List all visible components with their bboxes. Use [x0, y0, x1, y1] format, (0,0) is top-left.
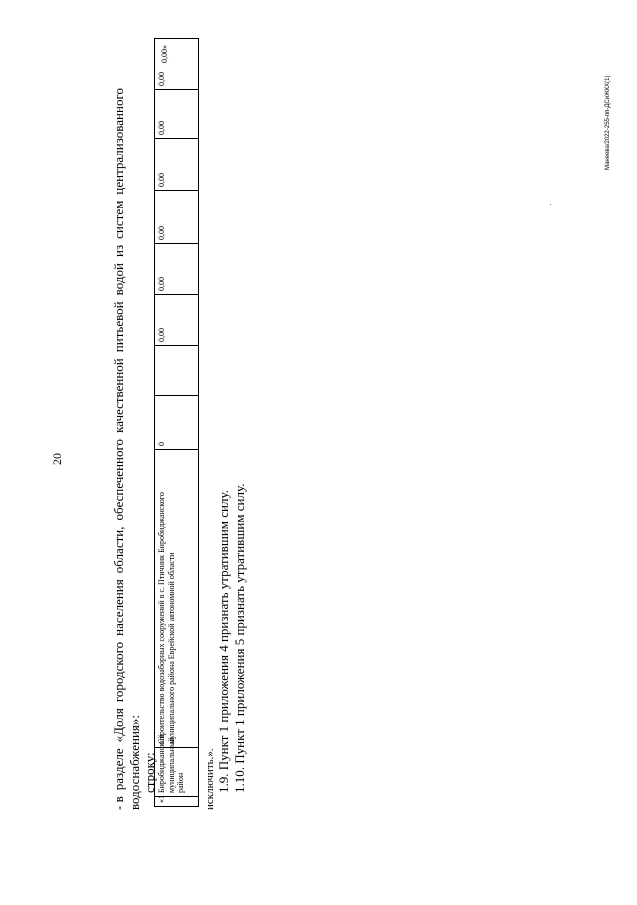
intro-word: населения: [111, 579, 126, 636]
intro-stroku: строку:: [142, 752, 157, 793]
value-cell-last: 0,00»: [160, 45, 169, 63]
value-cell: 0: [155, 396, 199, 450]
value-cell: [155, 346, 199, 396]
value-cell: 0,00: [155, 295, 199, 346]
value-cell: 0,00: [155, 244, 199, 295]
data-table: [154, 38, 199, 807]
intro-word: питьевой: [111, 301, 126, 353]
intro-word: обеспеченного: [111, 438, 126, 521]
value-cell: 0,00: [155, 191, 199, 244]
row-number-cell: «1: [155, 797, 199, 807]
intro-word: централизованного: [111, 88, 126, 195]
description-cell: Строительство водозаборных сооружений в с. Птичник Биробиджанского муниципального района Еврейской автономной области: [155, 450, 199, 748]
intro-word: из: [111, 244, 126, 258]
district-cell: Биробиджанский муниципальный район: [155, 748, 199, 797]
value-cell: 0,00: [155, 90, 199, 139]
intro-word: водой: [111, 263, 126, 296]
exclude-text: исключить.».: [204, 748, 216, 810]
value-cell: 0,00: [155, 39, 199, 90]
intro-word: области,: [111, 526, 126, 574]
footer-code: Манеева/2022-255-пп-ДСиЖКХ(1): [605, 75, 611, 170]
intro-word: «Доля: [111, 708, 126, 743]
item-1-9: 1.9. Пункт 1 приложения 4 признать утратившим силу.: [216, 490, 231, 793]
page-number: 20: [50, 453, 64, 465]
intro-word: качественной: [111, 358, 126, 433]
intro-word: систем: [111, 200, 126, 239]
intro-word: разделе: [111, 748, 126, 791]
scan-speck: [550, 204, 551, 205]
intro-word: - в: [111, 796, 126, 810]
intro-paragraph-line2: водоснабжения»:: [127, 715, 142, 810]
intro-word: городского: [111, 641, 126, 703]
item-1-10: 1.10. Пункт 1 приложения 5 признать утратившим силу.: [232, 483, 247, 793]
value-cell: 0,00: [155, 139, 199, 191]
table-row: [155, 39, 199, 807]
intro-paragraph-line1: [111, 88, 127, 810]
